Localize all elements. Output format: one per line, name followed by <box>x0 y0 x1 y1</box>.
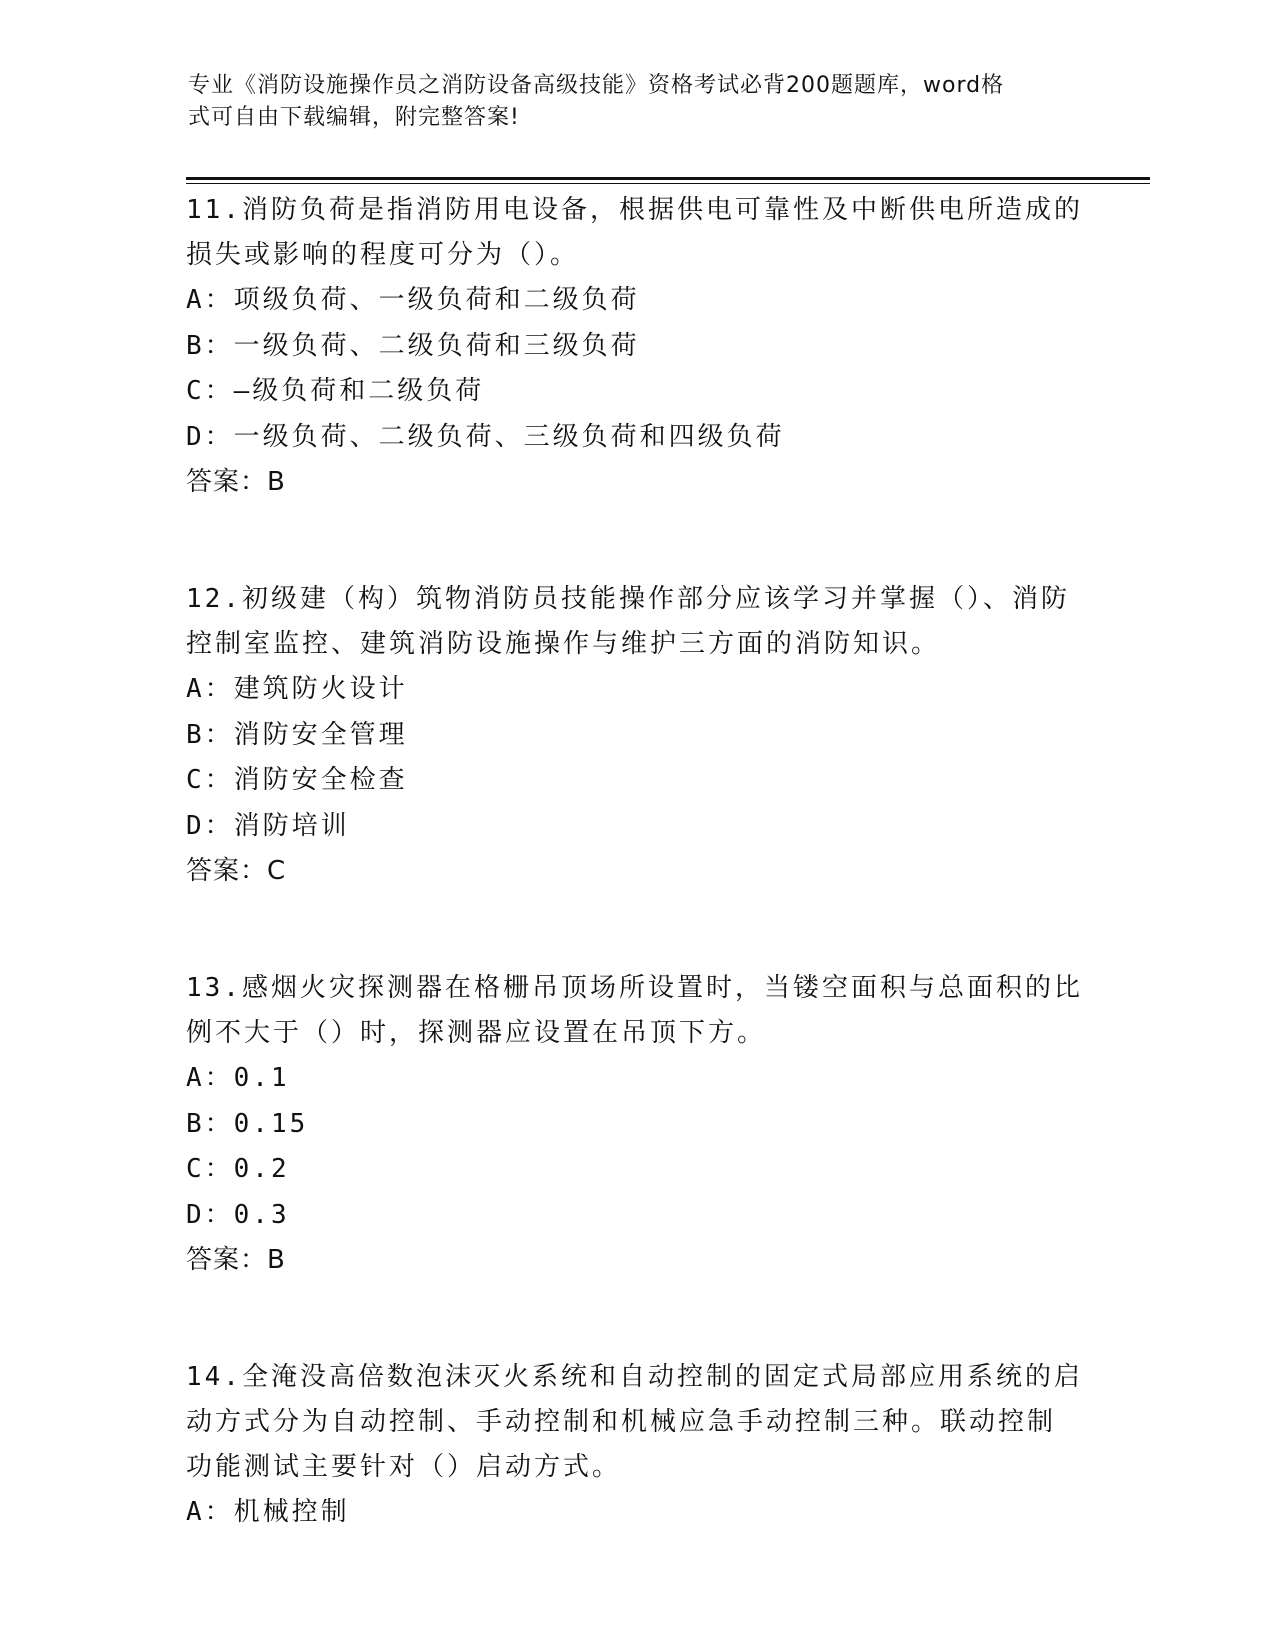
question-stem-line: 动方式分为自动控制、手动控制和机械应急手动控制三种。联动控制 <box>186 1407 1057 1437</box>
option-a: A：项级负荷、一级负荷和二级负荷 <box>186 285 640 315</box>
option-d: D：消防培训 <box>186 810 350 841</box>
header-line-2: 式可自由下载编辑，附完整答案! <box>188 105 520 130</box>
question-stem-line: 11.消防负荷是指消防用电设备，根据供电可靠性及中断供电所造成的 <box>186 195 1083 225</box>
question-stem-line: 14.全淹没高倍数泡沫灭火系统和自动控制的固定式局部应用系统的启 <box>186 1362 1083 1392</box>
header-line-1: 专业《消防设施操作员之消防设备高级技能》资格考试必背200题题库，word格 <box>188 73 1005 98</box>
answer-line: 答案：C <box>186 856 287 886</box>
header-divider-thin <box>186 183 1150 184</box>
question-stem-line: 例不大于（）时，探测器应设置在吊顶下方。 <box>186 1018 767 1048</box>
document-header <box>188 70 1078 134</box>
option-a: A：0.1 <box>186 1063 290 1093</box>
question-spacer <box>186 1283 1086 1355</box>
question-stem-line: 13.感烟火灾探测器在格栅吊顶场所设置时，当镂空面积与总面积的比 <box>186 973 1083 1003</box>
question-12 <box>186 577 1086 894</box>
answer-line: 答案：B <box>186 1245 286 1275</box>
option-c: C：—级负荷和二级负荷 <box>186 376 485 406</box>
question-spacer <box>186 894 1086 966</box>
option-c: C：0.2 <box>186 1154 290 1184</box>
question-stem-line: 12.初级建（构）筑物消防员技能操作部分应该学习并掌握（）、消防 <box>186 584 1070 614</box>
question-11 <box>186 188 1086 505</box>
question-13 <box>186 966 1086 1283</box>
option-b: B：消防安全管理 <box>186 719 408 750</box>
option-a: A：建筑防火设计 <box>186 674 408 704</box>
option-a: A：机械控制 <box>186 1497 350 1527</box>
option-b: B：0.15 <box>186 1108 309 1139</box>
question-stem-line: 损失或影响的程度可分为（）。 <box>186 240 580 270</box>
question-spacer <box>186 505 1086 577</box>
option-c: C：消防安全检查 <box>186 765 408 795</box>
option-d: D：0.3 <box>186 1199 290 1230</box>
option-b: B：一级负荷、二级负荷和三级负荷 <box>186 330 640 361</box>
question-stem-line: 控制室监控、建筑消防设施操作与维护三方面的消防知识。 <box>186 629 941 659</box>
option-d: D：一级负荷、二级负荷、三级负荷和四级负荷 <box>186 421 785 452</box>
header-divider-thick <box>186 177 1150 180</box>
question-list <box>186 188 1086 1536</box>
question-stem-line: 功能测试主要针对（）启动方式。 <box>186 1452 622 1482</box>
answer-line: 答案：B <box>186 467 286 497</box>
question-14 <box>186 1355 1086 1536</box>
